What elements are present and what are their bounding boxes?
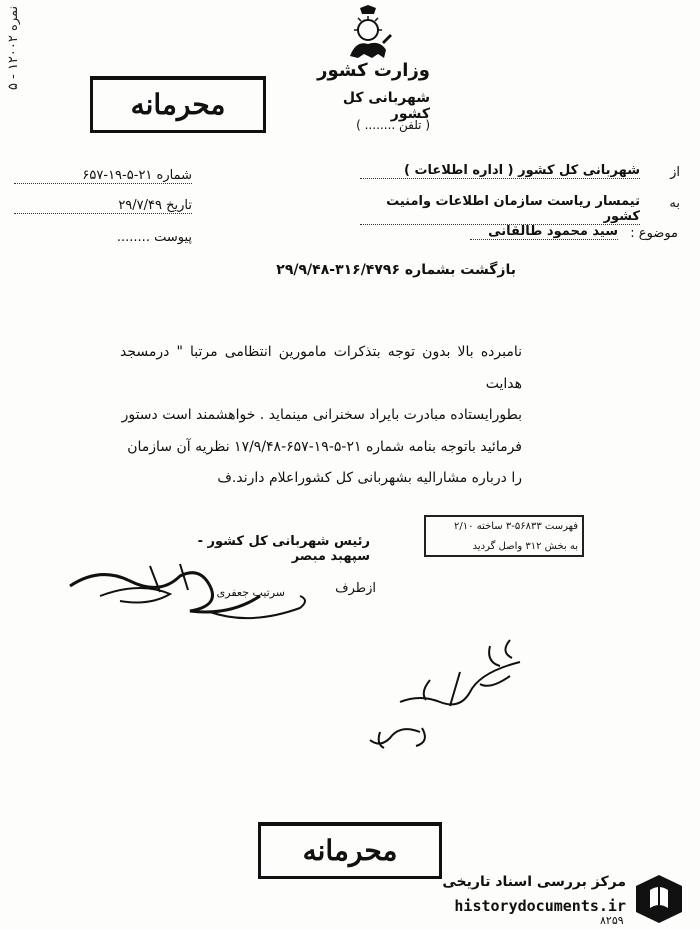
signatory-title: رئیس شهربانی کل کشور - سپهبد مبصر bbox=[197, 534, 370, 564]
from-label: از bbox=[670, 165, 680, 180]
stamp-line: به بخش ۳۱۲ واصل گردید bbox=[472, 541, 578, 552]
confidential-stamp-bottom: محرمانه bbox=[258, 822, 442, 879]
stamp-line: فهرست ۵۶۸۳۳-۳ ساخته ۲/۱۰ bbox=[454, 521, 578, 532]
confidential-stamp-top: محرمانه bbox=[90, 76, 266, 133]
to-label: به bbox=[669, 196, 680, 211]
ministry-title: وزارت کشور bbox=[317, 60, 430, 81]
body-line: نامبرده بالا بدون توجه بتذکرات مامورین انتظامی مرتبا " درمسجد هدایت bbox=[120, 344, 522, 392]
logo-persian-text: مرکز بررسی اسناد تاریخی bbox=[442, 874, 626, 890]
receipt-stamp bbox=[424, 515, 584, 557]
history-documents-logo-icon bbox=[632, 872, 686, 926]
letter-attachment: پیوست ........ bbox=[116, 230, 192, 245]
body-line: فرمائید باتوجه بنامه شماره ۲۱-۵-۱۹-۶۵۷-۱۷/۹/۴۸ نظریه آن سازمان bbox=[127, 438, 522, 455]
body-line: بطورایستاده مبادرت بایراد سخنرانی مینماید . خواهشمند است دستور bbox=[121, 407, 522, 423]
police-title: شهربانی کل کشور bbox=[342, 90, 430, 122]
logo-url-text: historydocuments.ir bbox=[454, 897, 626, 915]
reference-line: بازگشت بشماره ۳۱۶/۴۷۹۶-۲۹/۹/۴۸ bbox=[276, 262, 516, 278]
letter-body bbox=[120, 337, 522, 495]
letter-number: شماره ۲۱-۵-۱۹-۶۵۷ bbox=[14, 168, 192, 184]
corner-number: ۸۲۵۹ bbox=[600, 914, 624, 927]
to-value: تیمسار ریاست سازمان اطلاعات وامنیت کشور bbox=[360, 194, 640, 225]
body-line: را درباره مشارالیه بشهربانی کل کشوراعلام دارند.ف bbox=[217, 470, 522, 486]
handwritten-note-icon bbox=[360, 632, 540, 762]
telephone-line: ( تلفن ........ ) bbox=[356, 118, 430, 132]
letter-date: تاریخ ۲۹/۷/۴۹ bbox=[14, 198, 192, 214]
subject-value: سید محمود طالقانی bbox=[470, 224, 618, 240]
signer-name: سرتیپ جعفری bbox=[216, 586, 285, 599]
from-value: شهربانی کل کشور ( اداره اطلاعات ) bbox=[360, 163, 640, 179]
lion-and-sun-emblem-icon bbox=[338, 4, 398, 64]
subject-label: موضوع : bbox=[630, 226, 678, 241]
side-number: نمره ۱۲۰۰۲ - ۵ bbox=[6, 6, 21, 91]
on-behalf-label: ازطرف bbox=[335, 581, 376, 596]
